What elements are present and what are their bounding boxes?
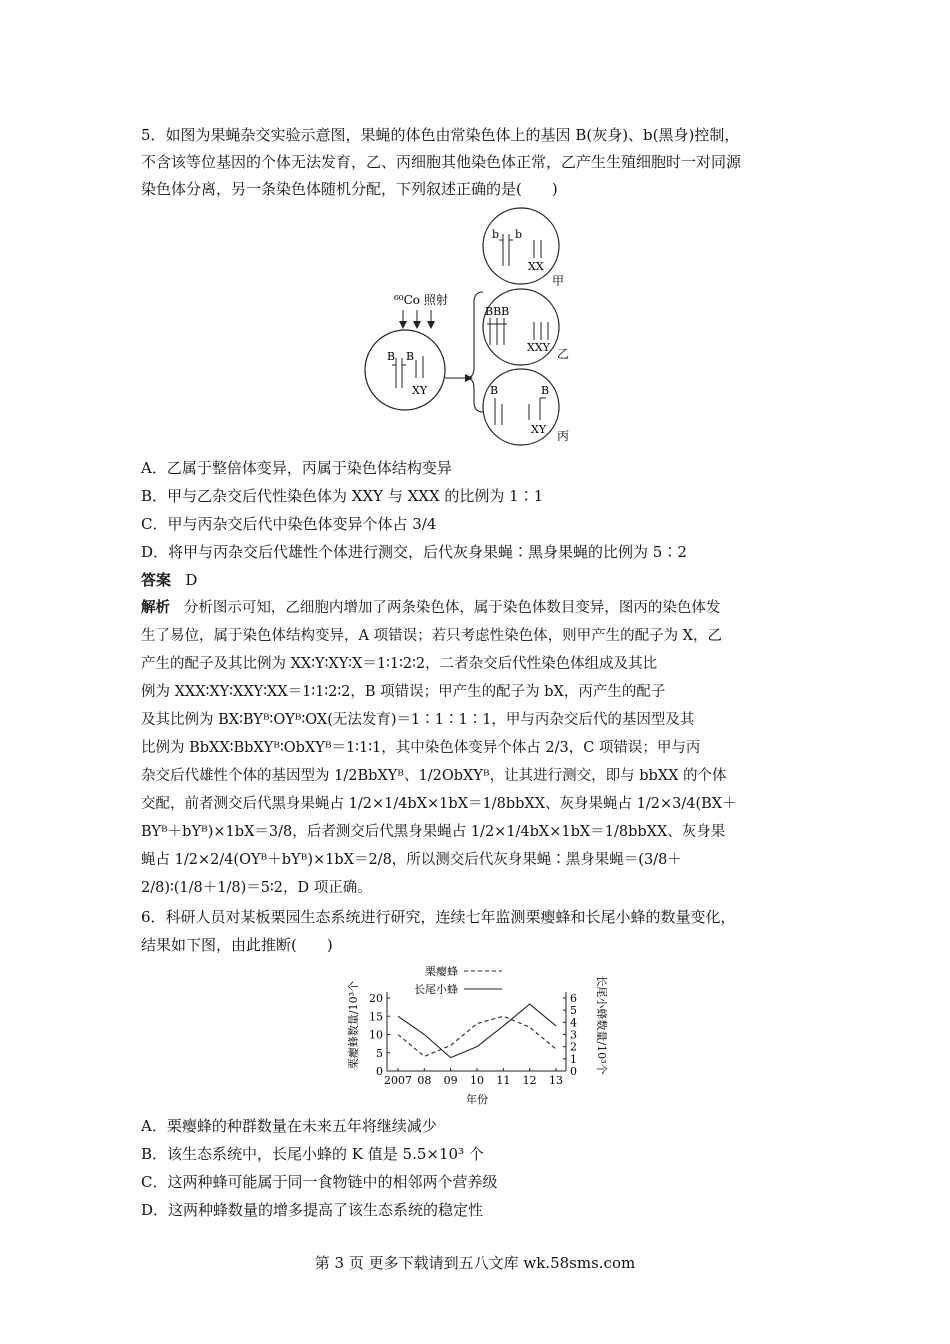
y-right-axis-label: 长尾小蜂数量/10³个: [595, 975, 608, 1075]
y-left-tick-label: 0: [376, 1065, 383, 1078]
svg-text:甲: 甲: [552, 274, 565, 288]
analysis-line-7: 杂交后代雄性个体的基因型为 1/2BbXYᴮ、1/2ObXYᴮ，让其进行测交，即与 bbXX 的个体: [141, 768, 727, 784]
svg-text:B: B: [387, 350, 396, 363]
svg-text:b: b: [515, 228, 523, 241]
cell-yi: [483, 289, 569, 365]
q5-stem-line-3: 染色体分离，另一条染色体随机分配，下列叙述正确的是( ): [141, 180, 558, 198]
legend-label-0: 栗瘿蜂: [425, 965, 458, 978]
y-right-tick-label: 4: [570, 1016, 577, 1030]
page-footer: 第 3 页 更多下载请到五八文库 wk.58sms.com: [314, 1254, 636, 1272]
x-tick-label: 09: [443, 1074, 458, 1087]
x-tick-label: 2007: [384, 1074, 412, 1087]
analysis-line-9: BYᴮ＋bYᴮ)×1bX＝3/8，后者测交后代黑身果蝇占 1/2×1/4bX×1bX＝1/8bbXX、灰身果: [141, 824, 726, 840]
svg-text:B: B: [406, 350, 415, 363]
irradiation-label: ⁶⁰Co 照射: [394, 293, 448, 307]
analysis-line-10: 蝇占 1/2×2/4(OYᴮ＋bYᴮ)×1bX＝2/8，所以测交后代灰身果蝇∶黑身果蝇＝(3/8＋: [141, 852, 682, 868]
y-left-tick-label: 20: [369, 992, 383, 1005]
series-line-0: [398, 1016, 556, 1056]
analysis-line-6: 比例为 BbXX∶BbXYᴮ∶ObXYᴮ＝1∶1∶1，其中染色体变异个体占 2/3，C 项错误；甲与丙: [141, 740, 701, 756]
q5-option-b: B．甲与乙杂交后代性染色体为 XXY 与 XXX 的比例为 1∶1: [141, 487, 544, 505]
y-right-tick-label: 0: [570, 1065, 577, 1078]
q6-option-c: C．这两种蜂可能属于同一食物链中的相邻两个营养级: [141, 1173, 498, 1191]
q5-option-d: D．将甲与丙杂交后代雄性个体进行测交，后代灰身果蝇∶黑身果蝇的比例为 5∶2: [141, 543, 687, 561]
x-axis-label: 年份: [466, 1093, 488, 1106]
x-tick-label: 08: [417, 1074, 432, 1087]
q5-option-c: C．甲与丙杂交后代中染色体变异个体占 3/4: [141, 515, 437, 533]
svg-text:乙: 乙: [557, 347, 570, 361]
chart-legend: [414, 964, 502, 996]
y-right-tick-label: 2: [570, 1040, 577, 1054]
q6-option-b: B．该生态系统中，长尾小蜂的 K 值是 5.5×10³ 个: [141, 1145, 484, 1163]
q5-answer-line: [141, 571, 197, 589]
analysis-line-5: 及其比例为 BX∶BYᴮ∶OYᴮ∶OX(无法发育)＝1∶1∶1∶1，甲与丙杂交后代的基因型及其: [141, 712, 695, 728]
q5-stem-line-1: 5．如图为果蝇杂交实验示意图，果蝇的体色由常染色体上的基因 B(灰身)、b(黑身)控制，: [141, 126, 740, 144]
answer-label: 答案: [141, 571, 172, 589]
legend-label-1: 长尾小蜂: [414, 983, 458, 996]
analysis-line-4: 例为 XXX∶XY∶XXY∶XX＝1∶1∶2∶2，B 项错误；甲产生的配子为 bX，丙产生的配子: [141, 684, 666, 700]
analysis-text-1: 分析图示可知，乙细胞内增加了两条染色体，属于染色体数目变异，图丙的染色体发: [183, 600, 721, 616]
y-right-tick-label: 6: [570, 992, 577, 1005]
analysis-line-3: 产生的配子及其比例为 XX∶Y∶XY∶X＝1∶1∶2∶2，二者杂交后代性染色体组成及其比: [141, 656, 658, 672]
x-tick-label: 10: [470, 1074, 484, 1087]
analysis-line-8: 交配，前者测交后代黑身果蝇占 1/2×1/4bX×1bX＝1/8bbXX、灰身果蝇占 1/2×3/4(BX＋: [141, 796, 737, 812]
y-right-tick-label: 3: [570, 1028, 577, 1042]
y-left-axis-label: 栗瘿蜂数量/10³个: [347, 980, 360, 1070]
q6-option-d: D．这两种蜂数量的增多提高了该生态系统的稳定性: [141, 1201, 484, 1219]
svg-text:XY: XY: [412, 384, 428, 397]
q5-stem-line-2: 不含该等位基因的个体无法发育，乙、丙细胞其他染色体正常，乙产生生殖细胞时一对同源: [141, 153, 742, 171]
cell-jia: [483, 208, 564, 288]
y-right-tick-label: 5: [570, 1004, 577, 1018]
svg-text:XY: XY: [531, 423, 547, 436]
svg-text:XX: XX: [528, 260, 544, 273]
svg-text:BBB: BBB: [485, 305, 510, 318]
y-right-tick-label: 1: [570, 1052, 577, 1066]
q5-option-a: A．乙属于整倍体变异，丙属于染色体结构变异: [141, 459, 452, 477]
y-left-tick-label: 15: [369, 1010, 383, 1024]
y-left-tick-label: 5: [376, 1046, 383, 1060]
cell-bing: [483, 369, 569, 445]
x-tick-label: 12: [522, 1074, 537, 1087]
analysis-line-11: 2/8)∶(1/8＋1/8)＝5∶2，D 项正确。: [141, 880, 372, 896]
analysis-line-2: 生了易位，属于染色体结构变异，A 项错误；若只考虑性染色体，则甲产生的配子为 X，乙: [141, 628, 723, 644]
x-tick-label: 11: [496, 1074, 511, 1087]
svg-text:b: b: [492, 228, 500, 241]
svg-text:XXY: XXY: [527, 341, 550, 354]
svg-text:B: B: [541, 384, 550, 397]
answer-value: D: [185, 571, 198, 589]
svg-text:B: B: [490, 384, 499, 397]
q6-stem-line-1: 6．科研人员对某板栗园生态系统进行研究，连续七年监测栗瘿蜂和长尾小蜂的数量变化，: [141, 908, 736, 926]
bee-population-chart: [340, 958, 610, 1108]
parent-cell: [365, 330, 445, 410]
analysis-label: 解析: [141, 600, 170, 616]
x-tick-label: 13: [549, 1074, 563, 1087]
svg-text:丙: 丙: [557, 429, 570, 443]
y-left-tick-label: 10: [369, 1028, 383, 1042]
q6-stem-line-2: 结果如下图，由此推断( ): [141, 936, 333, 954]
analysis-line-1: [141, 599, 720, 617]
q6-option-a: A．栗瘿蜂的种群数量在未来五年将继续减少: [141, 1117, 437, 1135]
series-line-1: [398, 1004, 556, 1058]
fruit-fly-cross-diagram: [340, 202, 590, 452]
